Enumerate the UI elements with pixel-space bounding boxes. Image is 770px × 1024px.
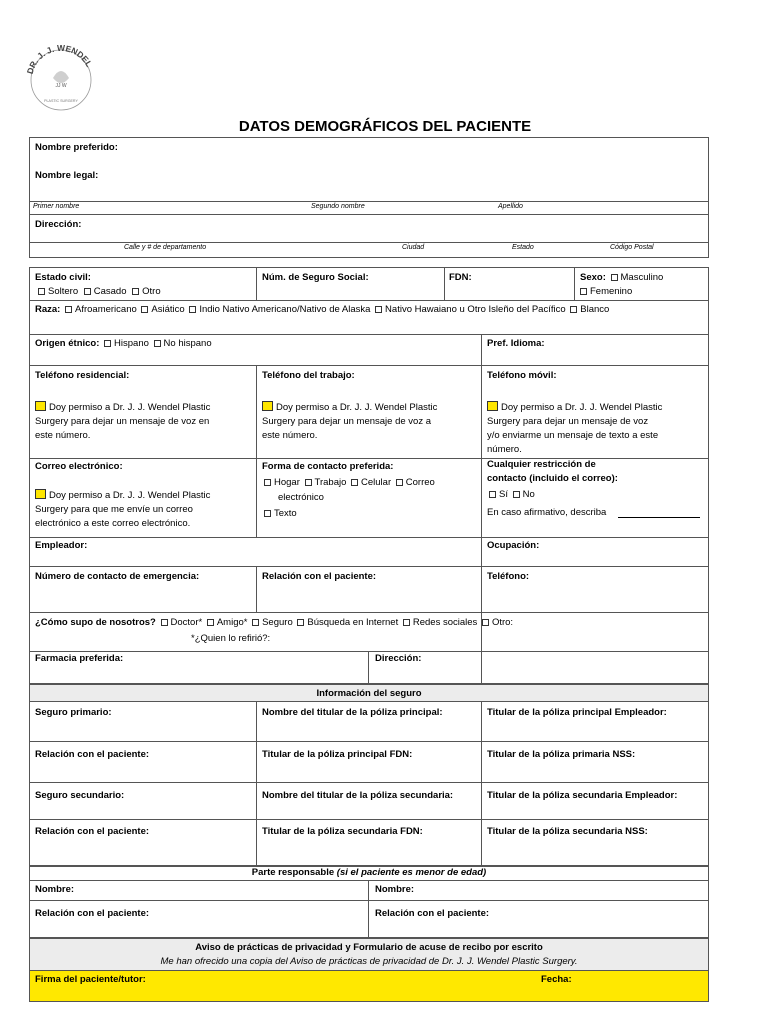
male-checkbox[interactable]: [611, 274, 618, 281]
primary-employer-label: Titular de la póliza principal Empleador:: [487, 707, 667, 718]
sex-field: Sexo: Masculino: [580, 272, 664, 283]
pref-work-checkbox[interactable]: [305, 479, 312, 486]
ethnic-field: Origen étnico: Hispano No hispano: [35, 338, 212, 349]
primary-insurance-label: Seguro primario:: [35, 707, 112, 718]
pharmacy-label: Farmacia preferida:: [35, 653, 124, 664]
mobile-phone-label: Teléfono móvil:: [487, 370, 557, 381]
home-consent: Doy permiso a Dr. J. J. Wendel Plastic Surgery para dejar un mensaje de voz en este número.: [35, 402, 211, 441]
restriction-describe: En caso afirmativo, describa: [487, 507, 607, 518]
email-consent-checkbox[interactable]: [35, 489, 46, 499]
mobile-consent: Doy permiso a Dr. J. J. Wendel Plastic Surgery para dejar un mensaje de voz y/o enviarme un mensaje de texto a este número.: [487, 402, 663, 455]
non-hispanic-checkbox[interactable]: [154, 340, 161, 347]
primary-holder-label: Nombre del titular de la póliza principal:: [262, 707, 443, 718]
race-checkbox-asian[interactable]: [141, 306, 148, 313]
preferred-name-label: Nombre preferido:: [35, 142, 118, 153]
responsible-header: Parte responsable (si el paciente es menor de edad): [251, 867, 487, 878]
race-checkbox-native[interactable]: [189, 306, 196, 313]
occupation-label: Ocupación:: [487, 540, 540, 551]
restriction-yes-checkbox[interactable]: [489, 491, 496, 498]
referral-who: *¿Quien lo refirió?:: [191, 633, 271, 644]
emergency-relation-label: Relación con el paciente:: [262, 571, 377, 582]
pharmacy-address-label: Dirección:: [375, 653, 422, 664]
emergency-number-label: Número de contacto de emergencia:: [35, 571, 200, 582]
middle-name-caption: Segundo nombre: [311, 203, 365, 210]
work-consent: Doy permiso a Dr. J. J. Wendel Plastic Surgery para dejar un mensaje de voz a este número.: [262, 402, 438, 441]
responsible-relation-1: Relación con el paciente:: [35, 908, 150, 919]
name-address-box: [29, 137, 709, 258]
work-phone-label: Teléfono del trabajo:: [262, 370, 355, 381]
ref-other-checkbox[interactable]: [482, 619, 489, 626]
pref-home-checkbox[interactable]: [264, 479, 271, 486]
ref-friend-checkbox[interactable]: [207, 619, 214, 626]
pref-text-option: Texto: [264, 507, 297, 521]
race-checkbox-white[interactable]: [570, 306, 577, 313]
privacy-text: Me han ofrecido una copia del Aviso de prácticas de privacidad de Dr. J. J. Wendel Plastic Surgery.: [160, 956, 578, 967]
primary-ssn-label: Titular de la póliza primaria NSS:: [487, 749, 636, 760]
describe-line[interactable]: [618, 517, 700, 518]
legal-name-label: Nombre legal:: [35, 170, 99, 181]
first-name-caption: Primer nombre: [33, 203, 80, 210]
ref-internet-checkbox[interactable]: [297, 619, 304, 626]
race-checkbox-afro[interactable]: [65, 306, 72, 313]
responsible-relation-2: Relación con el paciente:: [375, 908, 490, 919]
email-label: Correo electrónico:: [35, 461, 123, 472]
married-checkbox[interactable]: [84, 288, 91, 295]
female-checkbox[interactable]: [580, 288, 587, 295]
clinic-logo: [22, 40, 100, 118]
restriction-options: Sí No: [489, 488, 535, 502]
ref-insurance-checkbox[interactable]: [252, 619, 259, 626]
street-caption: Calle y # de departamento: [124, 244, 207, 251]
logo-sub: PLASTIC SURGERY: [44, 99, 78, 103]
email-consent: Doy permiso a Dr. J. J. Wendel Plastic Surgery para que me envíe un correo electrónico a este correo electrónico.: [35, 490, 211, 529]
secondary-relation-label: Relación con el paciente:: [35, 826, 150, 837]
contact-pref-label: Forma de contacto preferida:: [262, 461, 394, 472]
home-consent-checkbox[interactable]: [35, 401, 46, 411]
page-title: DATOS DEMOGRÁFICOS DEL PACIENTE: [238, 118, 532, 135]
primary-relation-label: Relación con el paciente:: [35, 749, 150, 760]
ref-social-checkbox[interactable]: [403, 619, 410, 626]
race-field: Raza: Afroamericano Asiático Indio Nativo Americano/Nativo de Alaska Nativo Hawaiano u Otro Isleño del Pacífico Blanco: [35, 304, 610, 315]
restriction-label-2: contacto (incluido el correo):: [487, 473, 618, 484]
secondary-holder-label: Nombre del titular de la póliza secundaria:: [262, 790, 454, 801]
restriction-no-checkbox[interactable]: [513, 491, 520, 498]
dob-label: FDN:: [449, 272, 472, 283]
logo-text: DR. J. J. WENDEL: [24, 42, 95, 76]
responsible-name-1: Nombre:: [35, 884, 75, 895]
home-phone-label: Teléfono residencial:: [35, 370, 130, 381]
pref-cell-checkbox[interactable]: [351, 479, 358, 486]
contact-pref-options: Hogar Trabajo Celular Correo: [264, 476, 435, 490]
zip-caption: Código Postal: [610, 244, 654, 251]
pref-mail-checkbox[interactable]: [396, 479, 403, 486]
secondary-dob-label: Titular de la póliza secundaria FDN:: [262, 826, 423, 837]
hispanic-checkbox[interactable]: [104, 340, 111, 347]
secondary-ssn-label: Titular de la póliza secundaria NSS:: [487, 826, 648, 837]
last-name-caption: Apellido: [498, 203, 523, 210]
date-label: Fecha:: [541, 974, 572, 985]
secondary-insurance-label: Seguro secundario:: [35, 790, 125, 801]
svg-text:DR. J. J. WENDEL: [25, 43, 95, 75]
insurance-header: Información del seguro: [316, 688, 422, 699]
address-label: Dirección:: [35, 219, 82, 230]
ssn-label: Núm. de Seguro Social:: [262, 272, 369, 283]
pref-text-checkbox[interactable]: [264, 510, 271, 517]
work-consent-checkbox[interactable]: [262, 401, 273, 411]
single-checkbox[interactable]: [38, 288, 45, 295]
logo-mark: JJ W: [55, 83, 67, 89]
employer-label: Empleador:: [35, 540, 88, 551]
referral-field: ¿Cómo supo de nosotros? Doctor* Amigo* Seguro Búsqueda en Internet Redes sociales Otro:: [35, 617, 514, 628]
civil-status-options: Soltero Casado Otro: [38, 285, 161, 299]
race-checkbox-hawaiian[interactable]: [375, 306, 382, 313]
privacy-title: Aviso de prácticas de privacidad y Formulario de acuse de recibo por escrito: [195, 942, 543, 953]
restriction-label-1: Cualquier restricción de: [487, 459, 596, 470]
female-option: Femenino: [580, 285, 632, 299]
city-caption: Ciudad: [402, 244, 425, 251]
primary-dob-label: Titular de la póliza principal FDN:: [262, 749, 413, 760]
pref-mail-cont: electrónico: [278, 492, 324, 503]
other-checkbox[interactable]: [132, 288, 139, 295]
civil-status-label: Estado civil:: [35, 272, 91, 283]
responsible-name-2: Nombre:: [375, 884, 415, 895]
ref-doctor-checkbox[interactable]: [161, 619, 168, 626]
signature-label: Firma del paciente/tutor:: [35, 974, 146, 985]
mobile-consent-checkbox[interactable]: [487, 401, 498, 411]
secondary-employer-label: Titular de la póliza secundaria Empleador:: [487, 790, 678, 801]
language-label: Pref. Idioma:: [487, 338, 545, 349]
emergency-phone-label: Teléfono:: [487, 571, 530, 582]
state-caption: Estado: [512, 244, 534, 251]
